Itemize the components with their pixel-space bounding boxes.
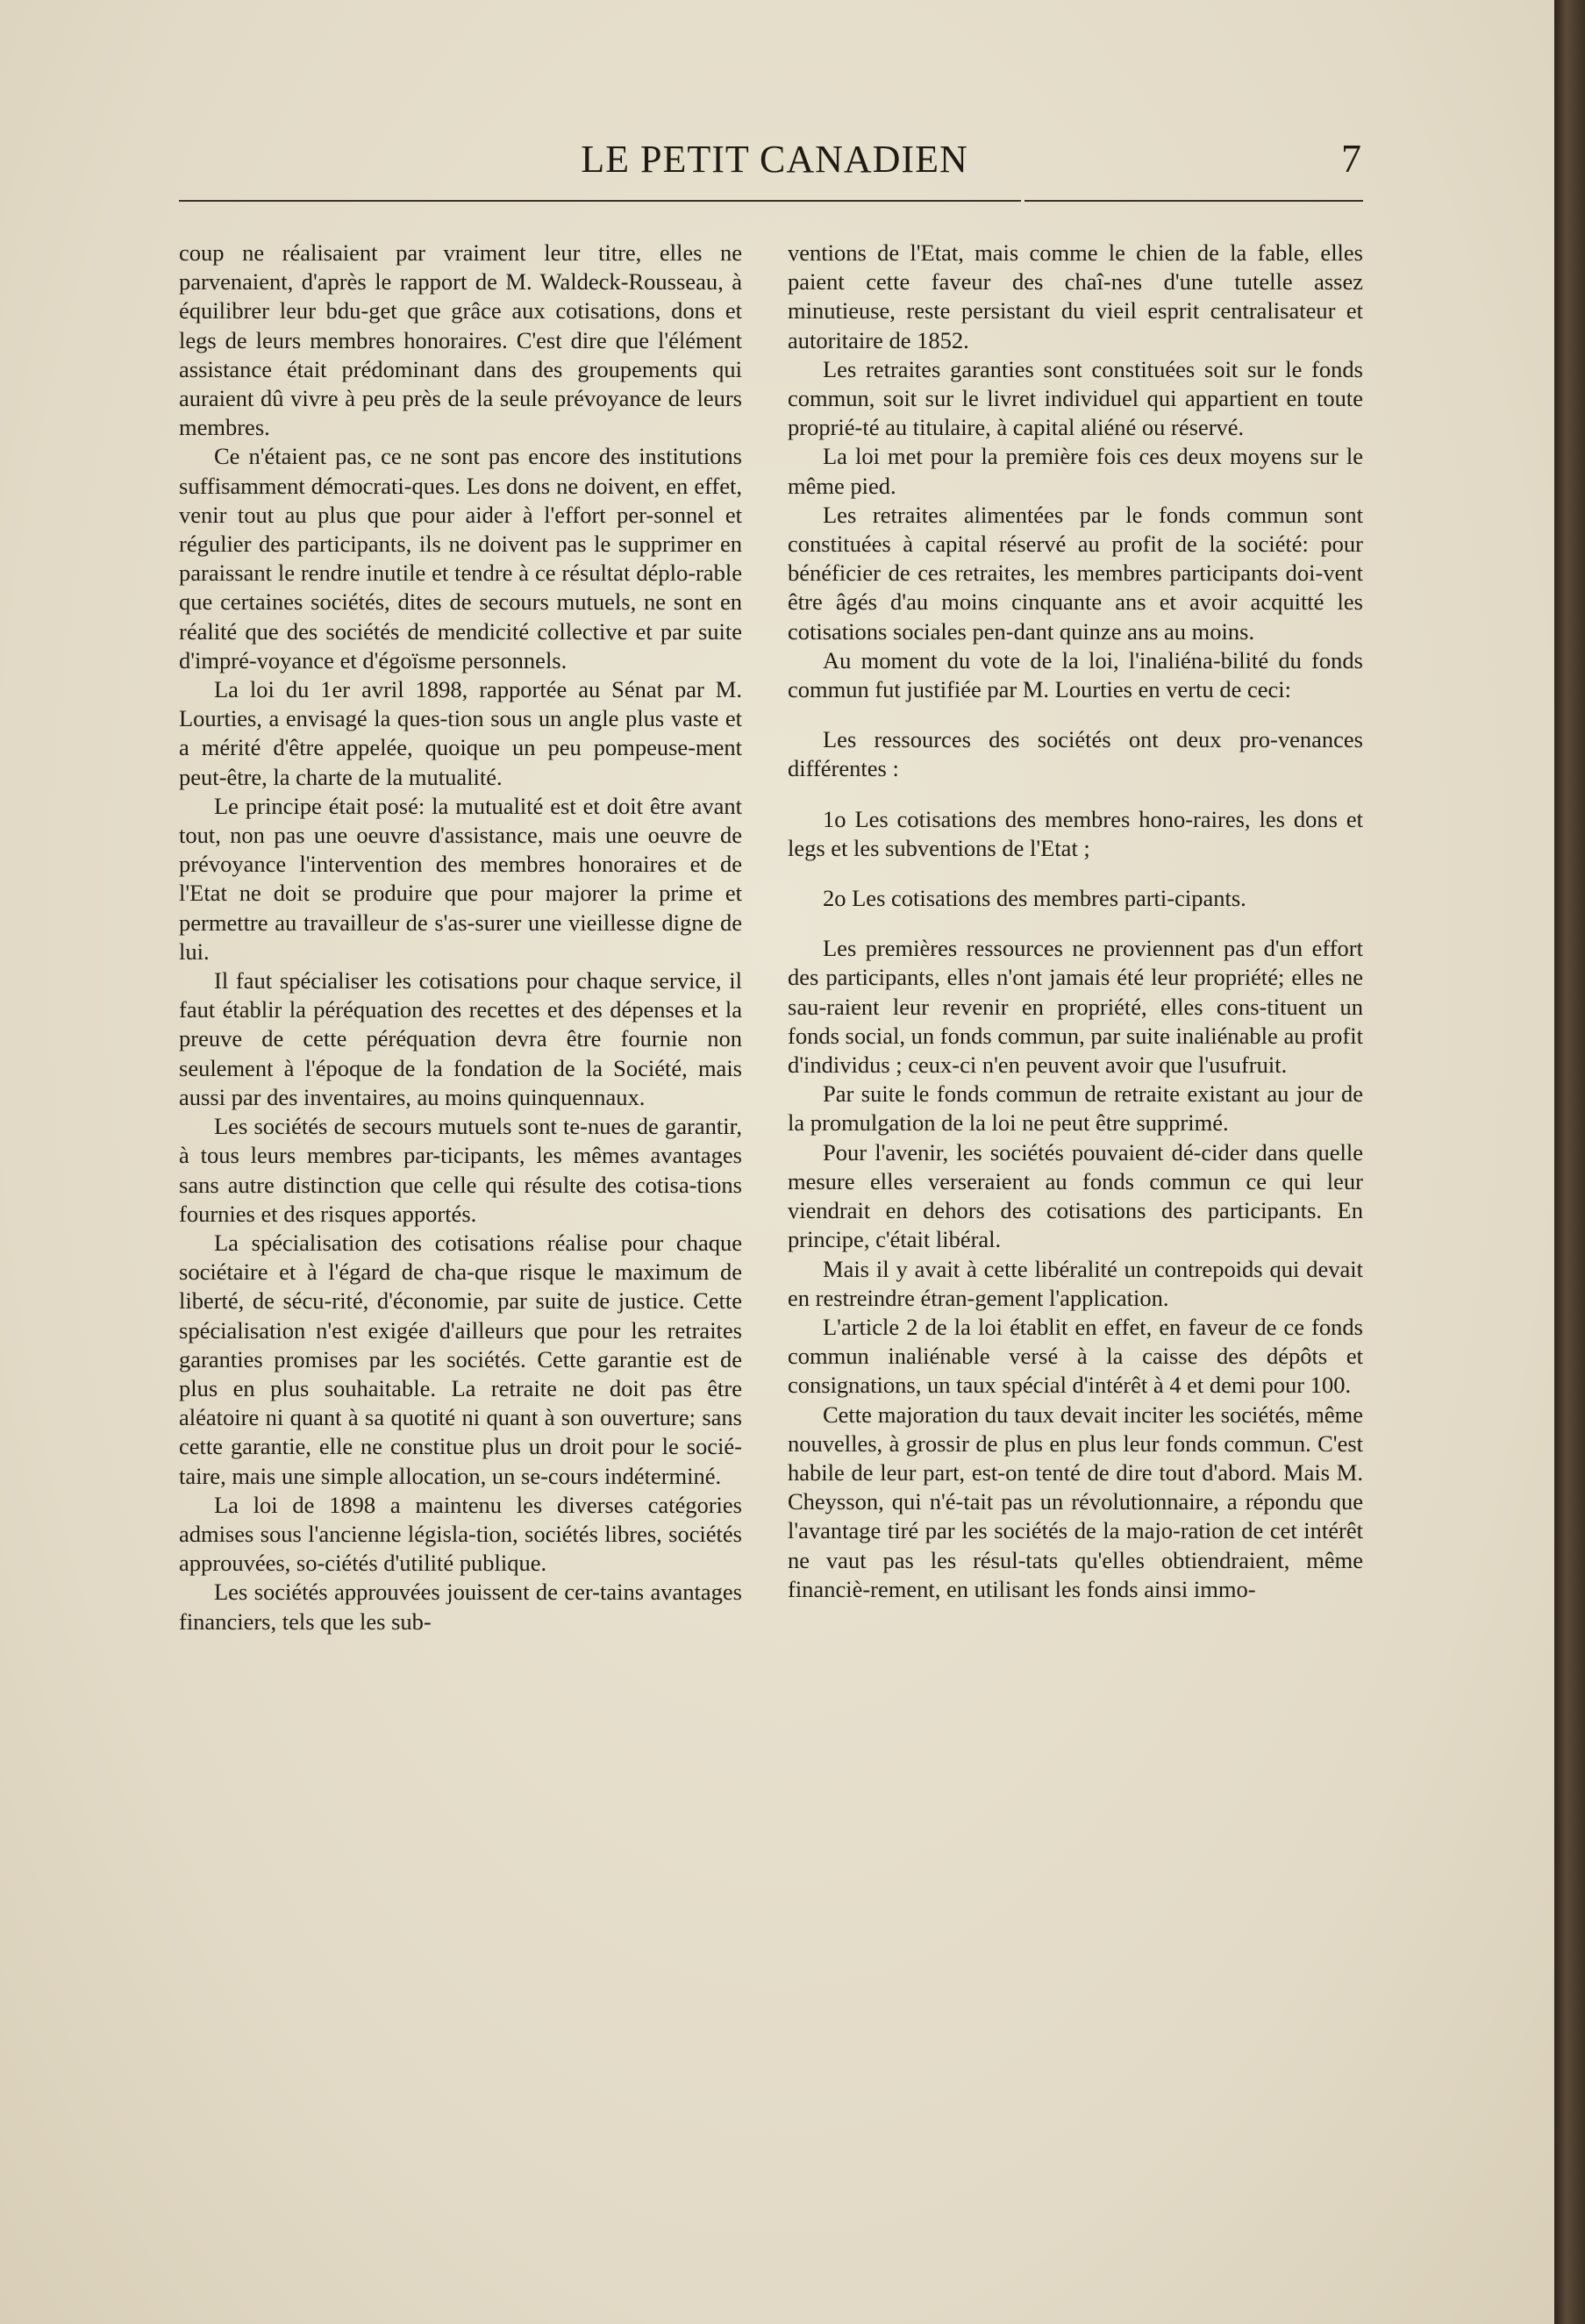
paragraph: Par suite le fonds commun de retraite existant au jour de la promulgation de la loi ne peut être supprimé. <box>788 1080 1363 1137</box>
page-header <box>179 132 1370 188</box>
right-column <box>788 239 1363 1604</box>
header-rule <box>1025 200 1363 202</box>
paragraph: Mais il y avait à cette libéralité un contrepoids qui devait en restreindre étran-gement l'application. <box>788 1255 1363 1311</box>
quoted-paragraph: Les premières ressources ne proviennent pas d'un effort des participants, elles n'ont jamais été leur propriété; elles ne sau-raient leur revenir en propriété, elles cons-tituent un fonds social, un fonds commun, par suite inaliénable au profit d'individus ; ceux-ci n'en peuvent avoir que l'usufruit. <box>788 935 1363 1079</box>
paragraph: La loi du 1er avril 1898, rapportée au Sénat par M. Lourties, a envisagé la ques-tion sous un angle plus vaste et a mérité d'être appelée, quoique un peu pompeuse-ment peut-être, la charte de la mutualité. <box>179 676 742 790</box>
paragraph: coup ne réalisaient par vraiment leur titre, elles ne parvenaient, d'après le rapport de M. Waldeck-Rousseau, à équilibrer leur bdu-get que grâce aux cotisations, dons et legs de leurs membres honoraires. C'est dire que l'élément assistance était prédominant dans des groupements qui auraient dû vivre à peu près de la seule prévoyance de leurs membres. <box>179 239 742 441</box>
quoted-list-item: 1o Les cotisations des membres hono-raires, les dons et legs et les subventions de l'Etat ; <box>788 805 1363 861</box>
paragraph: Les sociétés de secours mutuels sont te-nues de garantir, à tous leurs membres par-ticipants, les mêmes avantages sans autre distinction que celle qui résulte des cotisa-tions fournies et des risques apportés. <box>179 1113 742 1227</box>
paragraph: Les retraites alimentées par le fonds commun sont constituées à capital réservé au profit de la société: pour bénéficier de ces retraites, les membres participants doi-vent être âgés d'au moins cinquante ans et avoir acquitté les cotisations sociales pen-dant quinze ans au moins. <box>788 501 1363 645</box>
paragraph: Les sociétés approuvées jouissent de cer-tains avantages financiers, tels que les sub- <box>179 1579 742 1635</box>
paragraph: La loi de 1898 a maintenu les diverses catégories admises sous l'ancienne législa-tion, sociétés libres, sociétés approuvées, so-ciétés d'utilité publique. <box>179 1491 742 1577</box>
paragraph: La loi met pour la première fois ces deux moyens sur le même pied. <box>788 443 1363 499</box>
paragraph: Le principe était posé: la mutualité est et doit être avant tout, non pas une oeuvre d'assistance, mais une oeuvre de prévoyance l'intervention des membres honoraires et de l'Etat ne doit se produire que pour majorer la prime et permettre au travailleur de s'as-surer une vieillesse digne de lui. <box>179 792 742 965</box>
paragraph: Cette majoration du taux devait inciter les sociétés, même nouvelles, à grossir de plus en plus leur fonds commun. C'est habile de leur part, est-on tenté de dire tout d'abord. Mais M. Cheysson, qui n'é-tait pas un révolutionnaire, a répondu que l'avantage tiré par les sociétés de la majo-ration de cet intérêt ne vaut pas les résul-tats qu'elles obtiendraient, même financiè-rement, en utilisant les fonds ainsi immo- <box>788 1401 1363 1602</box>
paragraph: Au moment du vote de la loi, l'inaliéna-bilité du fonds commun fut justifiée par M. Lourties en vertu de ceci: <box>788 646 1363 703</box>
paragraph: L'article 2 de la loi établit en effet, en faveur de ce fonds commun inaliénable versé à la caisse des dépôts et consignations, un taux spécial d'intérêt à 4 et demi pour 100. <box>788 1313 1363 1399</box>
paragraph: Les retraites garanties sont constituées soit sur le fonds commun, soit sur le livret individuel qui appartient en toute proprié-té au titulaire, à capital aliéné ou réservé. <box>788 355 1363 441</box>
quoted-list-item: 2o Les cotisations des membres parti-cipants. <box>823 885 1246 912</box>
running-title: LE PETIT CANADIEN <box>581 138 968 181</box>
paragraph: Il faut spécialiser les cotisations pour chaque service, il faut établir la péréquation des recettes et des dépenses et la preuve de cette péréquation devra être fournie non seulement à l'époque de la fondation de la Société, mais aussi par des inventaires, au moins quinquennaux. <box>179 967 742 1110</box>
book-edge <box>1554 0 1585 2324</box>
header-rule <box>179 200 1021 202</box>
paragraph: Ce n'étaient pas, ce ne sont pas encore des institutions suffisamment démocrati-ques. Les dons ne doivent, en effet, venir tout au plus que pour aider à l'effort per-sonnel et régulier des participants, ils ne doivent pas le supprimer en paraissant le rendre inutile et tendre à ce résultat déplo-rable que certaines sociétés, dites de secours mutuels, ne sont en réalité que des sociétés de mendicité collective et par suite d'impré-voyance et d'égoïsme personnels. <box>179 443 742 674</box>
paragraph: Pour l'avenir, les sociétés pouvaient dé-cider dans quelle mesure elles verseraient au fonds commun ce qui leur viendrait en dehors des cotisations des participants. En principe, c'était libéral. <box>788 1138 1363 1253</box>
paragraph: ventions de l'Etat, mais comme le chien de la fable, elles paient cette faveur des chaî-nes d'une tutelle assez minutieuse, reste persistant du vieil esprit centralisateur et autoritaire de 1852. <box>788 239 1363 353</box>
left-column <box>179 239 742 1636</box>
quoted-paragraph: Les ressources des sociétés ont deux pro-venances différentes : <box>788 726 1363 782</box>
page-number: 7 <box>1341 136 1361 181</box>
paragraph: La spécialisation des cotisations réalise pour chaque sociétaire et à l'égard de cha-que risque le maximum de liberté, de sécu-rité, d'économie, par suite de justice. Cette spécialisation n'est exigée d'ailleurs que pour les retraites garanties promises par les sociétés. Cette garantie est de plus en plus souhaitable. La retraite ne doit pas être aléatoire ni quant à sa quotité ni quant à son ouverture; sans cette garantie, elle ne constitue plus un droit pour le socié-taire, mais une simple allocation, un se-cours indéterminé. <box>179 1229 742 1489</box>
